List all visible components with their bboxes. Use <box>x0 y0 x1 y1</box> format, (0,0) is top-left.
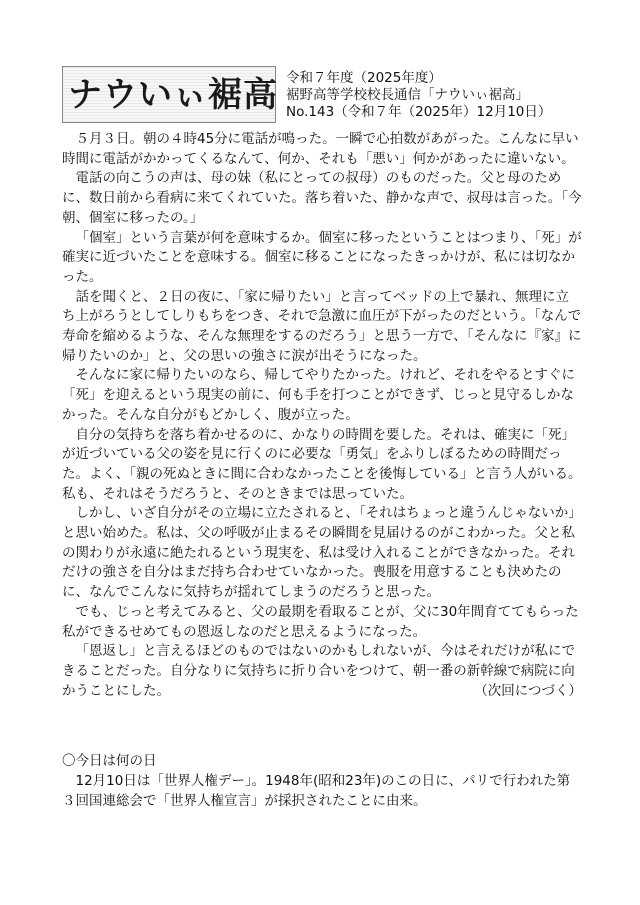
paragraph: そんなに家に帰りたいのなら、帰してやりたかった。けれど、それをやるとすぐに「死」を迎えるという現実の前に、何も手を打つことができず、じっと見守るしかなかった。そんな自分がもどかしく、腹が立った。 <box>62 367 575 423</box>
newsletter-logo <box>62 66 276 123</box>
issue-number-date: No.143（令和７年（2025年）12月10日） <box>286 104 552 120</box>
issue-info <box>286 70 551 121</box>
paragraph: 電話の向こうの声は、母の妹（私にとっての叔母）のものだった。父と母のために、数日前から看病に来てくれていた。落ち着いた、静かな声で、叔母は言った。「今朝、個室に移ったの。」 <box>62 170 582 226</box>
paragraph-last <box>62 642 582 701</box>
today-body-text: 12月10日は「世界人権デー」。1948年(昭和23年)のこの日に、パリで行われた第３回国連総会で「世界人権宣言」が採択されたことに由来。 <box>62 773 571 809</box>
paragraph: 話を聞くと、２日の夜に、「家に帰りたい」と言ってベッドの上で暴れ、無理に立ち上がろうとしてしりもちをつき、それで急激に血圧が下がったのだという。「なんで寿命を縮めるような、そんな無理をするのだろう」と思う一方で、「そんなに『家』に帰りたいのか」と、父の思いの強さに涙が出そうになった。 <box>62 288 582 364</box>
paragraph: 「個室」という言葉が何を意味するか。個室に移ったということはつまり、「死」が確実に近づいたことを意味する。個室に移ることになったきっかけが、私には切なかった。 <box>62 229 582 285</box>
today-section-title: 〇今日は何の日 <box>62 753 157 769</box>
paragraph: ５月３日。朝の４時45分に電話が鳴った。一瞬で心拍数があがった。こんなに早い時間に電話がかかってくるなんて、何か、それも「悪い」何かがあったに違いない。 <box>62 131 579 167</box>
today-section-body <box>62 772 582 811</box>
paragraph: 自分の気持ちを落ち着かせるのに、かなりの時間を要した。それは、確実に「死」が近づいている父の姿を見に行くのに必要な「勇気」をふりしぼるための時間だった。よく、「親の死ぬときに間に合わなかったことを後悔している」と言う人がいる。私も、それはそうだろうと、そのときまでは思っていた。 <box>62 426 582 502</box>
newsletter-name: 裾野高等学校校長通信「ナウいぃ裾高」 <box>286 87 529 103</box>
newsletter-header <box>62 66 582 126</box>
paragraph: しかし、いざ自分がその立場に立たされると、「それはちょっと違うんじゃないか」と思い始めた。私は、父の呼吸が止まるその瞬間を見届けるのがこわかった。父と私の関わりが永遠に絶たれるという現実を、私は受け入れることができなかった。それだけの強さを自分はまだ持ち合わせていなかった。喪服を用意することも決めたのに、なんでこんなに気持ちが揺れてしまうのだろうと思った。 <box>62 505 582 601</box>
logo-text: ナウいぃ裾高 <box>68 75 278 115</box>
article-body <box>62 130 582 701</box>
paragraph-last-text: 「恩返し」と言えるほどのものではないのかもしれないが、今はそれだけが私にできることだった。自分なりに気持ちに折り合いをつけて、朝一番の新幹線で病院に向かうことにした。 <box>62 643 575 699</box>
continued-note: （次回につづく） <box>474 682 582 699</box>
paragraph: でも、じっと考えてみると、父の最期を看取ることが、父に30年間育ててもらった私ができるせめてもの恩返しなのだと思えるようになった。 <box>62 603 579 640</box>
fiscal-year: 令和７年度（2025年度） <box>286 70 442 86</box>
